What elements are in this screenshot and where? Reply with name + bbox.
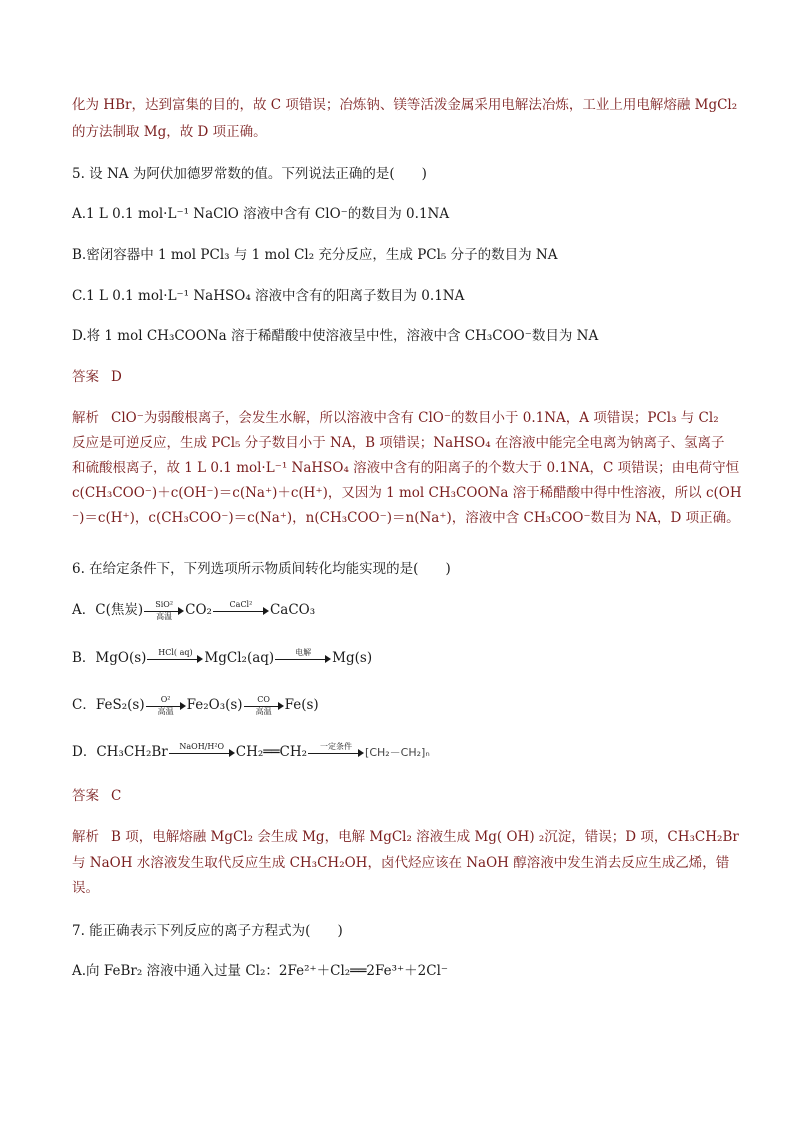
option-label: D． (72, 744, 97, 760)
q7-stem: 7. 能正确表示下列反应的离子方程式为( ) (72, 923, 343, 939)
species-3: Mg(s) (332, 650, 373, 666)
q6-analysis-line-3: 误。 (72, 880, 99, 896)
option-label: A． (72, 602, 96, 618)
arrow-condition-top: NaOH/H²O (179, 741, 225, 751)
arrow-condition-bottom: 高温 (157, 706, 174, 716)
species-1: CH₃CH₂Br (96, 744, 168, 760)
species-1: C(焦炭) (95, 602, 144, 618)
q5-option-c: C.1 L 0.1 mol·L⁻¹ NaHSO₄ 溶液中含有的阳离子数目为 0.1NA (72, 288, 465, 304)
arrow-condition-bottom: 高温 (156, 611, 173, 621)
q6-analysis-line-2: 与 NaOH 水溶液发生取代反应生成 CH₃CH₂OH，卤代烃应该在 NaOH 醇溶液中发生消去反应生成乙烯，错 (72, 855, 730, 871)
prev-analysis-line-1: 化为 HBr，达到富集的目的，故 C 项错误；冶炼钠、镁等活泼金属采用电解法冶炼，工业上用电解熔融 MgCl₂ (72, 97, 738, 113)
reaction-arrow (308, 743, 364, 763)
q5-option-a: A.1 L 0.1 mol·L⁻¹ NaClO 溶液中含有 ClO⁻的数目为 0.1NA (72, 206, 450, 222)
arrow-condition-top: O² (160, 694, 171, 704)
q5-analysis-line-3: 和硫酸根离子，故 1 L 0.1 mol·L⁻¹ NaHSO₄ 溶液中含有的阳离子的个数大于 0.1NA，C 项错误；由电荷守恒 (72, 460, 740, 476)
option-label: B． (72, 650, 96, 666)
q5-option-d: D.将 1 mol CH₃COONa 溶于稀醋酸中使溶液呈中性，溶液中含 CH₃COO⁻数目为 NA (72, 328, 599, 344)
reaction-arrow (275, 649, 331, 669)
reaction-arrow (244, 696, 284, 716)
species-2: CO₂ (185, 602, 212, 618)
answer-value: C (111, 788, 122, 804)
q6-option-a (72, 600, 732, 621)
q6-option-d (72, 742, 732, 763)
species-3: CaCO₃ (269, 602, 316, 618)
analysis-label: 解析 (72, 410, 99, 426)
arrow-condition-top: CaCl² (229, 599, 253, 609)
reaction-arrow (144, 601, 184, 621)
q6-analysis-line-1 (72, 827, 739, 847)
arrow-condition-top: SiO² (155, 599, 174, 609)
q5-option-b: B.密闭容器中 1 mol PCl₃ 与 1 mol Cl₂ 充分反应，生成 PCl₅ 分子的数目为 NA (72, 247, 558, 263)
species-2: Fe₂O₃(s) (186, 697, 243, 713)
species-1: FeS₂(s) (95, 697, 145, 713)
q5-stem: 5. 设 NA 为阿伏加德罗常数的值。下列说法正确的是( ) (72, 166, 427, 182)
q5-analysis-line-4: c(CH₃COO⁻)＋c(OH⁻)＝c(Na⁺)＋c(H⁺)，又因为 1 mol CH₃COONa 溶于稀醋酸中得中性溶液，所以 c(OH (72, 485, 742, 501)
q5-answer (72, 367, 732, 387)
arrow-condition-top: 一定条件 (320, 741, 353, 751)
q6-answer (72, 786, 732, 806)
reaction-arrow (146, 696, 186, 716)
q6-option-c (72, 695, 732, 716)
species-2: MgCl₂(aq) (204, 650, 275, 666)
analysis-text: B 项，电解熔融 MgCl₂ 会生成 Mg，电解 MgCl₂ 溶液生成 Mg( OH) ₂沉淀，错误；D 项，CH₃CH₂Br (111, 829, 739, 845)
reaction-arrow (147, 649, 203, 669)
arrow-condition-top: 电解 (295, 647, 312, 657)
answer-label: 答案 (72, 788, 99, 804)
answer-value: D (111, 369, 122, 385)
analysis-label: 解析 (72, 829, 99, 845)
arrow-condition-top: HCl( aq) (158, 647, 193, 657)
q6-stem: 6. 在给定条件下，下列选项所示物质间转化均能实现的是( ) (72, 561, 451, 577)
analysis-text: ClO⁻为弱酸根离子，会发生水解，所以溶液中含有 ClO⁻的数目小于 0.1NA，A 项错误；PCl₃ 与 Cl₂ (111, 410, 719, 426)
arrow-condition-top: CO (257, 694, 270, 704)
q7-option-a: A.向 FeBr₂ 溶液中通入过量 Cl₂：2Fe²⁺＋Cl₂══2Fe³⁺＋2Cl⁻ (72, 963, 449, 979)
option-label: C． (72, 697, 96, 713)
species-1: MgO(s) (95, 650, 147, 666)
q5-analysis-line-2: 反应是可逆反应，生成 PCl₅ 分子数目小于 NA，B 项错误；NaHSO₄ 在溶液中能完全电离为钠离子、氢离子 (72, 435, 725, 451)
species-2: CH₂══CH₂ (235, 744, 308, 760)
q6-option-b (72, 648, 732, 669)
prev-analysis-line-2: 的方法制取 Mg，故 D 项正确。 (72, 124, 267, 140)
species-3: Fe(s) (284, 697, 319, 713)
reaction-arrow (169, 743, 235, 763)
reaction-arrow (213, 601, 269, 621)
q5-analysis-line-1 (72, 408, 732, 428)
q5-analysis-line-5: ⁻)＝c(H⁺)，c(CH₃COO⁻)＝c(Na⁺)，n(CH₃COO⁻)＝n(Na⁺)，溶液中含 CH₃COO⁻数目为 NA，D 项正确。 (72, 510, 740, 526)
species-3: [CH₂－CH₂]ₙ (365, 746, 430, 759)
answer-label: 答案 (72, 369, 99, 385)
arrow-condition-bottom: 高温 (255, 706, 272, 716)
